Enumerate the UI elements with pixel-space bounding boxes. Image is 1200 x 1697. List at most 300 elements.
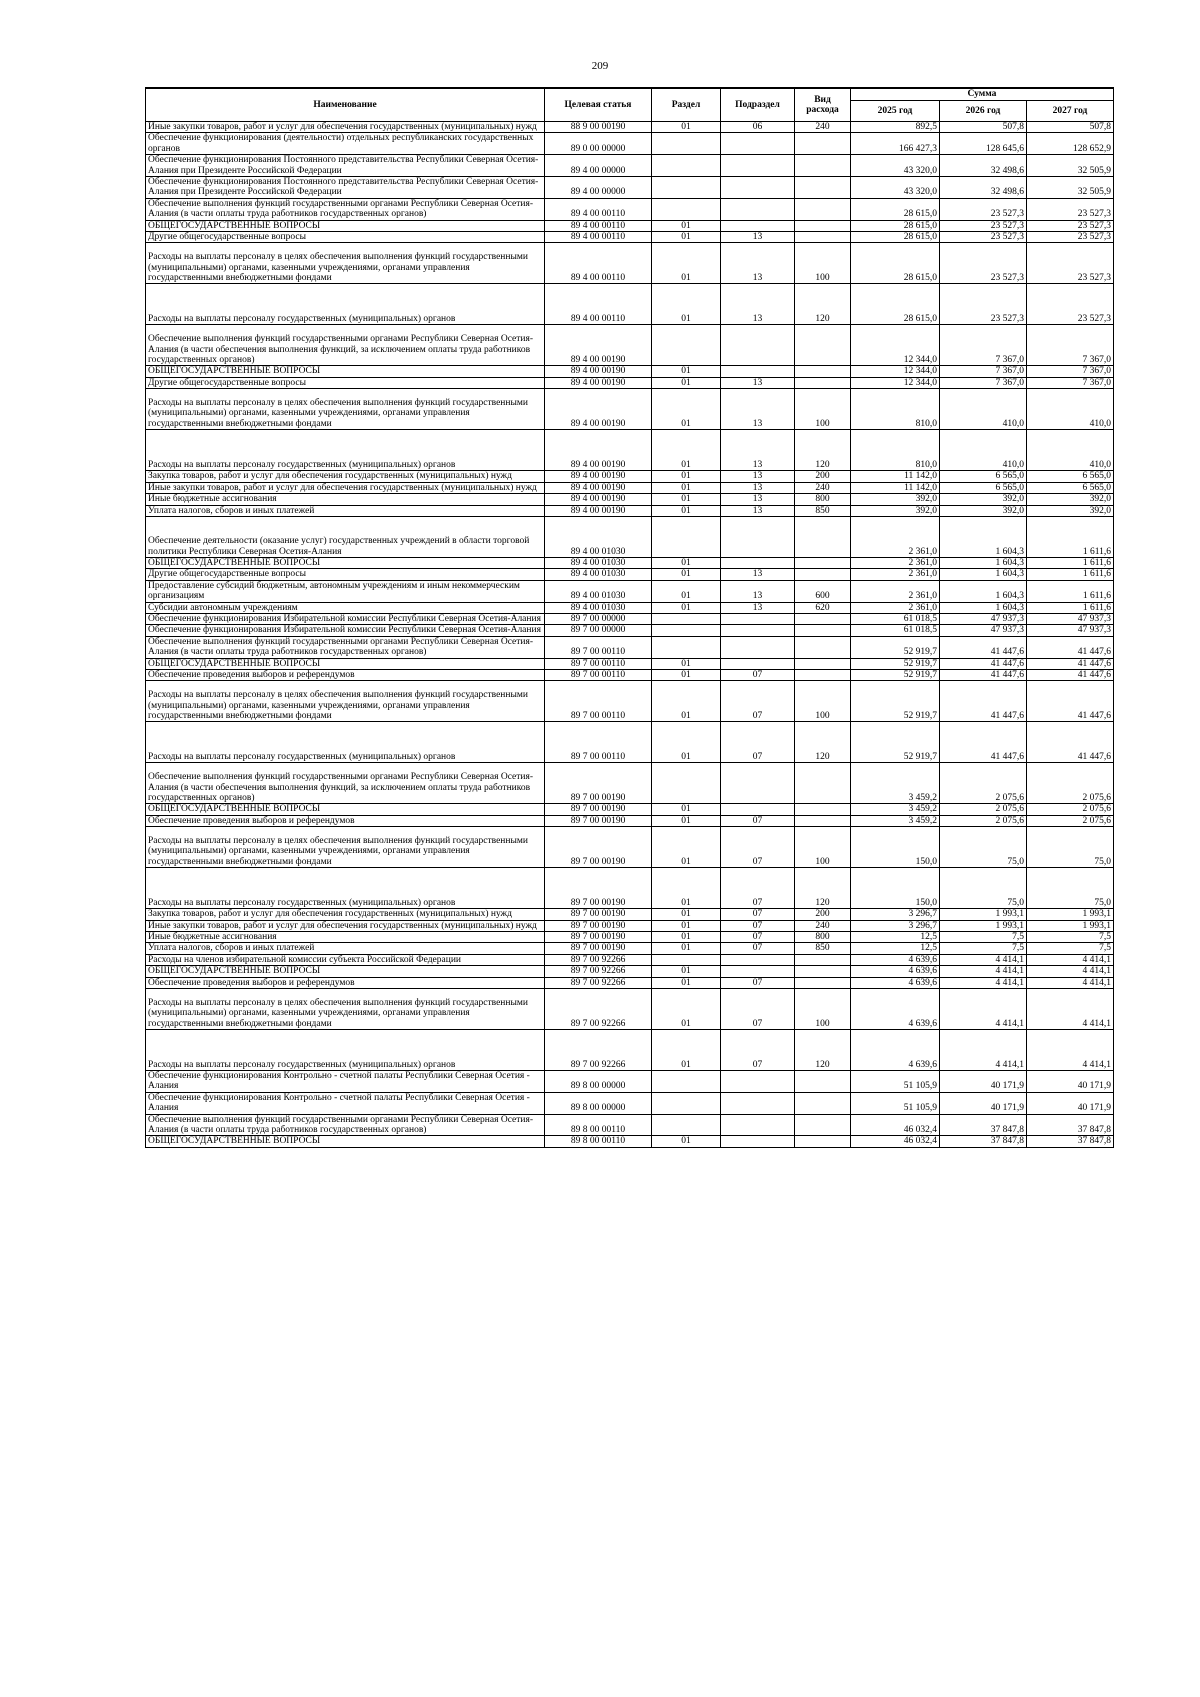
row-target-code: 89 7 00 00190 [545,804,652,815]
row-sum-2027: 47 937,3 [1027,625,1114,636]
row-name: Обеспечение функционирования Контрольно - счетной палаты Республики Северная Осетия - Алания [146,1092,545,1114]
table-row [146,966,1114,977]
row-sum-2026: 4 414,1 [940,954,1027,965]
row-target-code: 89 0 00 00000 [545,133,652,155]
row-sum-2026: 4 414,1 [940,966,1027,977]
row-section: 01 [652,827,721,868]
row-sum-2025: 52 919,7 [851,636,940,658]
row-sum-2026: 1 604,3 [940,580,1027,602]
row-sum-2027: 7 367,0 [1027,325,1114,366]
row-expense-kind: 850 [795,505,851,516]
row-target-code: 89 4 00 00110 [545,198,652,220]
row-subsection: 13 [721,389,795,430]
row-sum-2027: 23 527,3 [1027,198,1114,220]
row-subsection: 06 [721,122,795,133]
row-subsection: 13 [721,505,795,516]
table-row [146,430,1114,471]
table-row [146,198,1114,220]
row-sum-2025: 3 296,7 [851,920,940,931]
row-section: 01 [652,243,721,284]
row-sum-2026: 41 447,6 [940,722,1027,763]
table-row [146,658,1114,669]
row-target-code: 89 4 00 00190 [545,482,652,493]
row-subsection: 07 [721,920,795,931]
row-target-code: 89 7 00 00190 [545,932,652,943]
row-target-code: 89 4 00 00190 [545,430,652,471]
row-target-code: 89 4 00 01030 [545,602,652,613]
row-name: Расходы на выплаты персоналу в целях обеспечения выполнения функций государственными (муниципальными) органами, казенными учреждениями, органами управления государственными внебюджетными фондами [146,827,545,868]
table-row [146,827,1114,868]
row-sum-2025: 28 615,0 [851,198,940,220]
row-subsection: 13 [721,569,795,580]
row-name: Обеспечение функционирования Избирательной комиссии Республики Северная Осетия-Алания [146,625,545,636]
row-name: ОБЩЕГОСУДАРСТВЕННЫЕ ВОПРОСЫ [146,658,545,669]
table-row [146,1114,1114,1136]
row-sum-2026: 23 527,3 [940,198,1027,220]
row-sum-2026: 41 447,6 [940,636,1027,658]
row-name: Обеспечение выполнения функций государственными органами Республики Северная Осетия-Алания (в части обеспечения выполнения функций, за исключением оплаты труда работников государственных органов) [146,325,545,366]
row-expense-kind [795,557,851,568]
row-sum-2026: 1 604,3 [940,602,1027,613]
row-sum-2026: 392,0 [940,505,1027,516]
row-expense-kind [795,198,851,220]
row-name: ОБЩЕГОСУДАРСТВЕННЫЕ ВОПРОСЫ [146,366,545,377]
row-expense-kind: 200 [795,471,851,482]
row-sum-2026: 4 414,1 [940,989,1027,1030]
row-section [652,613,721,624]
row-section: 01 [652,658,721,669]
row-sum-2025: 11 142,0 [851,482,940,493]
row-expense-kind: 240 [795,122,851,133]
row-name: Другие общегосударственные вопросы [146,232,545,243]
table-row [146,1030,1114,1071]
row-sum-2027: 7,5 [1027,943,1114,954]
row-name: Расходы на выплаты персоналу государственных (муниципальных) органов [146,722,545,763]
table-row [146,580,1114,602]
header-year-2026: 2026 год [940,101,1027,122]
row-subsection: 13 [721,471,795,482]
row-sum-2027: 392,0 [1027,494,1114,505]
row-sum-2025: 3 296,7 [851,909,940,920]
row-expense-kind [795,954,851,965]
row-target-code: 89 4 00 00000 [545,177,652,199]
row-subsection: 13 [721,494,795,505]
row-subsection [721,133,795,155]
row-expense-kind [795,613,851,624]
row-section: 01 [652,366,721,377]
row-subsection [721,636,795,658]
row-sum-2026: 6 565,0 [940,482,1027,493]
row-section [652,133,721,155]
row-sum-2025: 4 639,6 [851,977,940,988]
row-target-code: 89 7 00 00190 [545,815,652,826]
row-expense-kind [795,625,851,636]
table-row [146,133,1114,155]
row-sum-2027: 7,5 [1027,932,1114,943]
row-section: 01 [652,681,721,722]
row-section: 01 [652,966,721,977]
row-section [652,325,721,366]
header-section: Раздел [652,88,721,122]
row-section: 01 [652,815,721,826]
row-sum-2026: 4 414,1 [940,977,1027,988]
row-subsection [721,625,795,636]
row-section [652,155,721,177]
row-sum-2027: 7 367,0 [1027,377,1114,388]
row-sum-2027: 1 993,1 [1027,909,1114,920]
row-subsection: 07 [721,681,795,722]
row-section: 01 [652,284,721,325]
row-target-code: 89 8 00 00110 [545,1114,652,1136]
row-sum-2026: 75,0 [940,868,1027,909]
row-sum-2027: 41 447,6 [1027,681,1114,722]
row-section [652,1092,721,1114]
row-expense-kind: 620 [795,602,851,613]
row-expense-kind: 120 [795,284,851,325]
row-name: Обеспечение выполнения функций государственными органами Республики Северная Осетия-Алания (в части оплаты труда работников государственных органов) [146,636,545,658]
row-expense-kind [795,804,851,815]
table-row [146,763,1114,804]
row-sum-2025: 12 344,0 [851,366,940,377]
row-section [652,1114,721,1136]
row-sum-2026: 23 527,3 [940,243,1027,284]
row-name: ОБЩЕГОСУДАРСТВЕННЫЕ ВОПРОСЫ [146,804,545,815]
row-expense-kind: 240 [795,920,851,931]
row-sum-2027: 128 652,9 [1027,133,1114,155]
row-sum-2025: 3 459,2 [851,763,940,804]
row-sum-2027: 410,0 [1027,430,1114,471]
row-sum-2027: 2 075,6 [1027,763,1114,804]
row-expense-kind: 100 [795,827,851,868]
row-sum-2025: 4 639,6 [851,966,940,977]
row-sum-2026: 410,0 [940,430,1027,471]
row-sum-2025: 2 361,0 [851,580,940,602]
row-sum-2027: 1 611,6 [1027,602,1114,613]
row-subsection [721,954,795,965]
row-target-code: 89 4 00 00190 [545,494,652,505]
row-section: 01 [652,977,721,988]
row-section: 01 [652,804,721,815]
row-sum-2027: 4 414,1 [1027,977,1114,988]
row-sum-2027: 7 367,0 [1027,366,1114,377]
row-name: Уплата налогов, сборов и иных платежей [146,505,545,516]
row-subsection [721,1114,795,1136]
row-expense-kind: 100 [795,243,851,284]
row-sum-2025: 150,0 [851,827,940,868]
table-row [146,722,1114,763]
header-target: Целевая статья [545,88,652,122]
row-name: Обеспечение проведения выборов и референдумов [146,669,545,680]
row-sum-2025: 2 361,0 [851,602,940,613]
row-subsection [721,1092,795,1114]
row-sum-2026: 2 075,6 [940,763,1027,804]
row-target-code: 89 4 00 01030 [545,516,652,557]
row-subsection: 07 [721,827,795,868]
row-target-code: 89 7 00 00190 [545,920,652,931]
row-target-code: 89 4 00 00000 [545,155,652,177]
row-sum-2025: 810,0 [851,430,940,471]
row-sum-2026: 37 847,8 [940,1136,1027,1147]
row-sum-2027: 41 447,6 [1027,722,1114,763]
table-row [146,232,1114,243]
row-expense-kind [795,516,851,557]
row-sum-2026: 1 993,1 [940,909,1027,920]
row-sum-2026: 392,0 [940,494,1027,505]
row-sum-2026: 75,0 [940,827,1027,868]
row-target-code: 89 7 00 00190 [545,909,652,920]
row-sum-2026: 23 527,3 [940,284,1027,325]
row-target-code: 89 4 00 00190 [545,377,652,388]
row-target-code: 89 7 00 92266 [545,977,652,988]
row-expense-kind: 120 [795,868,851,909]
row-section [652,954,721,965]
row-section [652,636,721,658]
table-row [146,366,1114,377]
row-name: Расходы на выплаты персоналу в целях обеспечения выполнения функций государственными (муниципальными) органами, казенными учреждениями, органами управления государственными внебюджетными фондами [146,389,545,430]
header-subsection: Подраздел [721,88,795,122]
row-subsection [721,966,795,977]
row-sum-2026: 41 447,6 [940,681,1027,722]
row-sum-2026: 7,5 [940,932,1027,943]
row-section: 01 [652,569,721,580]
row-sum-2025: 12,5 [851,932,940,943]
row-sum-2026: 4 414,1 [940,1030,1027,1071]
row-sum-2027: 23 527,3 [1027,243,1114,284]
row-target-code: 89 4 00 00110 [545,284,652,325]
row-name: Расходы на выплаты персоналу государственных (муниципальных) органов [146,1030,545,1071]
row-subsection: 07 [721,1030,795,1071]
row-sum-2026: 32 498,6 [940,177,1027,199]
row-sum-2027: 41 447,6 [1027,669,1114,680]
row-sum-2025: 892,5 [851,122,940,133]
row-section: 01 [652,505,721,516]
row-sum-2025: 52 919,7 [851,669,940,680]
row-sum-2027: 392,0 [1027,505,1114,516]
row-expense-kind [795,220,851,231]
row-sum-2027: 4 414,1 [1027,1030,1114,1071]
row-sum-2025: 46 032,4 [851,1136,940,1147]
row-sum-2025: 3 459,2 [851,804,940,815]
row-sum-2026: 1 993,1 [940,920,1027,931]
table-row [146,243,1114,284]
table-header [146,88,1114,122]
row-name: Расходы на выплаты персоналу в целях обеспечения выполнения функций государственными (муниципальными) органами, казенными учреждениями, органами управления государственными внебюджетными фондами [146,243,545,284]
row-sum-2025: 28 615,0 [851,220,940,231]
row-target-code: 89 7 00 92266 [545,966,652,977]
row-sum-2027: 1 993,1 [1027,920,1114,931]
row-section: 01 [652,471,721,482]
row-sum-2026: 7,5 [940,943,1027,954]
table-body [146,122,1114,1148]
row-sum-2027: 1 611,6 [1027,569,1114,580]
row-sum-2026: 23 527,3 [940,220,1027,231]
row-sum-2026: 507,8 [940,122,1027,133]
row-section: 01 [652,389,721,430]
row-sum-2027: 40 171,9 [1027,1071,1114,1093]
table-row [146,920,1114,931]
row-name: Расходы на членов избирательной комиссии субъекта Российской Федерации [146,954,545,965]
row-target-code: 89 8 00 00000 [545,1071,652,1093]
row-subsection [721,198,795,220]
row-sum-2025: 150,0 [851,868,940,909]
row-sum-2025: 4 639,6 [851,954,940,965]
row-expense-kind: 800 [795,932,851,943]
row-sum-2026: 1 604,3 [940,516,1027,557]
row-subsection [721,325,795,366]
row-sum-2025: 12 344,0 [851,377,940,388]
row-sum-2027: 32 505,9 [1027,177,1114,199]
row-target-code: 89 7 00 00190 [545,763,652,804]
table-row [146,943,1114,954]
row-target-code: 89 7 00 00110 [545,681,652,722]
row-sum-2027: 6 565,0 [1027,471,1114,482]
table-row [146,389,1114,430]
row-subsection [721,220,795,231]
row-expense-kind [795,366,851,377]
row-target-code: 89 4 00 00190 [545,505,652,516]
row-target-code: 89 7 00 00110 [545,669,652,680]
row-sum-2025: 46 032,4 [851,1114,940,1136]
row-sum-2026: 7 367,0 [940,325,1027,366]
row-section: 01 [652,920,721,931]
row-name: Расходы на выплаты персоналу государственных (муниципальных) органов [146,284,545,325]
row-expense-kind [795,325,851,366]
row-subsection [721,1071,795,1093]
row-name: Иные закупки товаров, работ и услуг для обеспечения государственных (муниципальных) нужд [146,920,545,931]
table-row [146,804,1114,815]
row-sum-2026: 7 367,0 [940,377,1027,388]
table-row [146,636,1114,658]
row-sum-2026: 1 604,3 [940,569,1027,580]
row-target-code: 89 4 00 00190 [545,471,652,482]
row-target-code: 89 4 00 01030 [545,580,652,602]
row-section: 01 [652,932,721,943]
row-sum-2025: 3 459,2 [851,815,940,826]
table-row [146,602,1114,613]
row-expense-kind [795,966,851,977]
row-sum-2025: 2 361,0 [851,516,940,557]
row-name: Предоставление субсидий бюджетным, автономным учреждениям и иным некоммерческим организациям [146,580,545,602]
table-row [146,155,1114,177]
row-subsection [721,177,795,199]
table-row [146,868,1114,909]
row-name: Иные закупки товаров, работ и услуг для обеспечения государственных (муниципальных) нужд [146,122,545,133]
row-expense-kind [795,815,851,826]
row-target-code: 89 7 00 92266 [545,954,652,965]
row-section [652,198,721,220]
table-row [146,954,1114,965]
table-row [146,494,1114,505]
row-sum-2026: 37 847,8 [940,1114,1027,1136]
row-sum-2025: 52 919,7 [851,681,940,722]
row-subsection [721,366,795,377]
row-sum-2025: 12,5 [851,943,940,954]
row-section [652,516,721,557]
row-name: Обеспечение проведения выборов и референдумов [146,977,545,988]
row-sum-2026: 32 498,6 [940,155,1027,177]
row-section [652,1071,721,1093]
row-sum-2027: 40 171,9 [1027,1092,1114,1114]
row-subsection: 13 [721,580,795,602]
row-sum-2025: 51 105,9 [851,1092,940,1114]
row-expense-kind [795,763,851,804]
row-subsection: 07 [721,815,795,826]
row-expense-kind [795,1071,851,1093]
row-section: 01 [652,669,721,680]
row-subsection: 13 [721,284,795,325]
row-sum-2027: 41 447,6 [1027,658,1114,669]
row-target-code: 89 4 00 01030 [545,557,652,568]
row-name: Другие общегосударственные вопросы [146,569,545,580]
row-subsection: 13 [721,482,795,493]
row-section: 01 [652,909,721,920]
row-section: 01 [652,494,721,505]
row-target-code: 89 4 00 00110 [545,243,652,284]
row-target-code: 89 4 00 01030 [545,569,652,580]
row-sum-2025: 52 919,7 [851,722,940,763]
row-name: Уплата налогов, сборов и иных платежей [146,943,545,954]
row-section [652,177,721,199]
row-expense-kind: 240 [795,482,851,493]
row-target-code: 89 4 00 00110 [545,232,652,243]
table-row [146,122,1114,133]
header-year-2025: 2025 год [851,101,940,122]
row-sum-2026: 128 645,6 [940,133,1027,155]
row-sum-2025: 43 320,0 [851,155,940,177]
row-sum-2025: 52 919,7 [851,658,940,669]
row-sum-2027: 6 565,0 [1027,482,1114,493]
row-section: 01 [652,1136,721,1147]
row-target-code: 89 7 00 92266 [545,1030,652,1071]
row-name: ОБЩЕГОСУДАРСТВЕННЫЕ ВОПРОСЫ [146,220,545,231]
row-sum-2027: 37 847,8 [1027,1136,1114,1147]
row-expense-kind: 100 [795,681,851,722]
row-section [652,625,721,636]
row-target-code: 89 7 00 00190 [545,827,652,868]
row-subsection: 07 [721,909,795,920]
table-row [146,505,1114,516]
row-target-code: 89 7 00 00000 [545,625,652,636]
row-section: 01 [652,943,721,954]
row-sum-2025: 28 615,0 [851,232,940,243]
row-name: Расходы на выплаты персоналу государственных (муниципальных) органов [146,430,545,471]
row-sum-2027: 32 505,9 [1027,155,1114,177]
row-subsection [721,613,795,624]
row-sum-2025: 166 427,3 [851,133,940,155]
row-expense-kind: 100 [795,989,851,1030]
row-sum-2027: 1 611,6 [1027,580,1114,602]
table-row [146,516,1114,557]
table-row [146,284,1114,325]
row-target-code: 89 8 00 00110 [545,1136,652,1147]
row-sum-2027: 23 527,3 [1027,284,1114,325]
row-sum-2027: 507,8 [1027,122,1114,133]
row-expense-kind: 120 [795,722,851,763]
row-sum-2026: 1 604,3 [940,557,1027,568]
row-sum-2026: 23 527,3 [940,232,1027,243]
table-row [146,625,1114,636]
row-section: 01 [652,557,721,568]
row-subsection: 07 [721,943,795,954]
row-name: Иные закупки товаров, работ и услуг для обеспечения государственных (муниципальных) нужд [146,482,545,493]
row-name: Обеспечение функционирования Избирательной комиссии Республики Северная Осетия-Алания [146,613,545,624]
row-sum-2025: 11 142,0 [851,471,940,482]
row-sum-2025: 61 018,5 [851,613,940,624]
row-name: Обеспечение функционирования Контрольно - счетной палаты Республики Северная Осетия - Алания [146,1071,545,1093]
table-row [146,377,1114,388]
row-section: 01 [652,602,721,613]
row-target-code: 89 4 00 00110 [545,220,652,231]
